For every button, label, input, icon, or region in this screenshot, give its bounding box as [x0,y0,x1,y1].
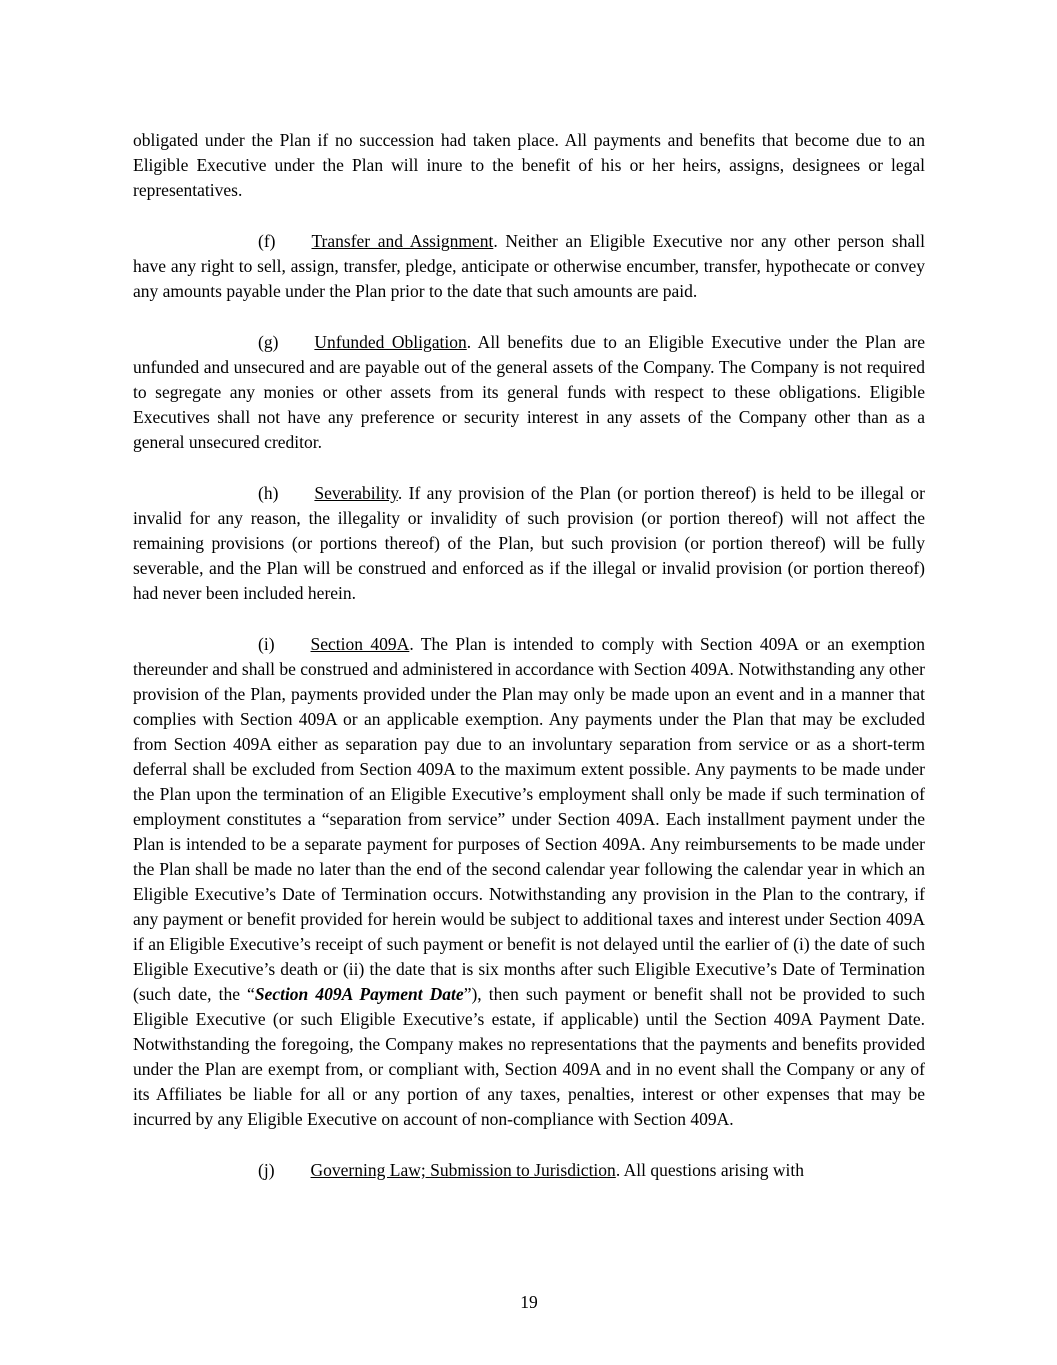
paragraph-continuation [133,128,925,203]
paragraph-h-label: (h) [258,483,279,503]
paragraph-i-heading: Section 409A [310,634,410,654]
paragraph-f-heading: Transfer and Assignment [311,231,494,251]
paragraph-i-body-post: ”), then such payment or benefit shall not be provided to such Eligible Executive (or such Eligible Executive’s estate, if applicable) until the Section 409A Payment Date. Notwithstanding the foregoing, the Company makes no representations that the payments and benefits provided under the Plan are exempt from, or compliant with, Section 409A and in no event shall the Company or any of its Affiliates be liable for all or any portion of any taxes, penalties, interest or other expenses that may be incurred by any Eligible Executive on account of non-compliance with Section 409A. [133,984,925,1129]
paragraph-continuation-text: obligated under the Plan if no succession had taken place. All payments and benefits that become due to an Eligible Executive under the Plan will inure to the benefit of his or her heirs, assigns, designees or legal representatives. [133,130,925,200]
paragraph-i [133,632,925,1132]
paragraph-j-body: . All questions arising with [615,1160,804,1180]
paragraph-j [133,1158,925,1183]
section-409a-payment-date-emphasis: Section 409A Payment Date [254,984,464,1004]
paragraph-g [133,330,925,455]
paragraph-i-label: (i) [258,634,275,654]
paragraph-h-heading: Severability [314,483,398,503]
paragraph-f-label: (f) [258,231,276,251]
paragraph-g-label: (g) [258,332,279,352]
paragraph-f [133,229,925,304]
paragraph-f-body: . Neither an Eligible Executive nor any other person shall have any right to sell, assign, transfer, pledge, anticipate or otherwise encumber, transfer, hypothecate or convey any amounts payable under the Plan prior to the date that such amounts are paid. [133,231,925,301]
paragraph-j-heading: Governing Law; Submission to Jurisdiction [310,1160,616,1180]
page-content [133,128,925,1209]
paragraph-h [133,481,925,606]
paragraph-h-body: . If any provision of the Plan (or portion thereof) is held to be illegal or invalid for any reason, the illegality or invalidity of such provision (or portion thereof) will not affect the remaining provisions (or portions thereof) of the Plan, but such provision (or portion thereof) will be fully severable, and the Plan will be construed and enforced as if the illegal or invalid provision (or portion thereof) had never been included herein. [133,483,925,603]
paragraph-g-heading: Unfunded Obligation [314,332,467,352]
paragraph-j-label: (j) [258,1160,275,1180]
page-number: 19 [520,1292,538,1312]
paragraph-g-body: . All benefits due to an Eligible Executive under the Plan are unfunded and unsecured and are payable out of the general assets of the Company. The Company is not required to segregate any monies or other assets from its general funds with respect to these obligations. Eligible Executives shall not have any preference or security interest in any assets of the Company other than as a general unsecured creditor. [133,332,926,452]
paragraph-i-body-pre: . The Plan is intended to comply with Section 409A or an exemption thereunder and shall be construed and administered in accordance with Section 409A. Notwithstanding any other provision of the Plan, payments provided under the Plan may only be made upon an event and in a manner that complies with Section 409A or an applicable exemption. Any payments under the Plan that may be excluded from Section 409A either as separation pay due to an involuntary separation from service or as a short-term deferral shall be excluded from Section 409A to the maximum extent possible. Any payments to be made under the Plan upon the termination of an Eligible Executive’s employment shall only be made if such termination of employment constitutes a “separation from service” under Section 409A. Each installment payment under the Plan is intended to be a separate payment for purposes of Section 409A. Any reimbursements to be made under the Plan shall be made no later than the end of the second calendar year following the calendar year in which an Eligible Executive’s Date of Termination occurs. Notwithstanding any provision in the Plan to the contrary, if any payment or benefit provided for herein would be subject to additional taxes and interest under Section 409A if an Eligible Executive’s receipt of such payment or benefit is not delayed until the earlier of (i) the date of such Eligible Executive’s death or (ii) the date that is six months after such Eligible Executive’s Date of Termination (such date, the “ [133,634,925,1004]
